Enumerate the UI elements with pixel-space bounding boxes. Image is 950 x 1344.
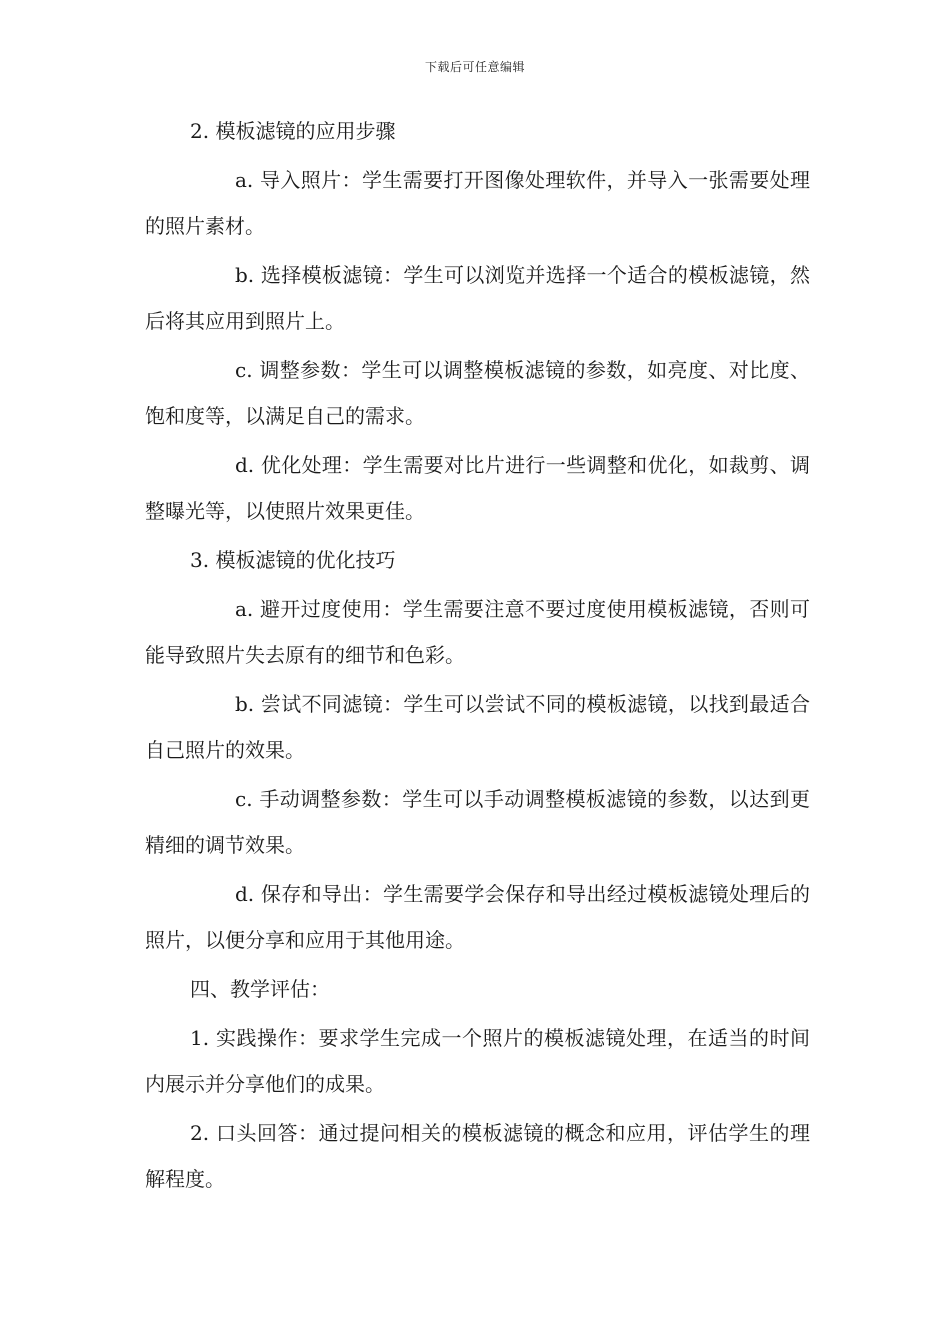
- heading-optimize-tips: 3. 模板滤镜的优化技巧: [190, 548, 396, 572]
- paragraph-save-export: d. 保存和导出：学生需要学会保存和导出经过模板滤镜处理后的照片，以便分享和应用于其他用途。: [145, 882, 810, 952]
- heading-apply-steps: 2. 模板滤镜的应用步骤: [190, 119, 396, 143]
- heading-teaching-evaluation: 四、教学评估：: [190, 977, 330, 1001]
- paragraph-oral-answer: 2. 口头回答：通过提问相关的模板滤镜的概念和应用，评估学生的理解程度。: [145, 1121, 810, 1191]
- paragraph-select-filter: b. 选择模板滤镜：学生可以浏览并选择一个适合的模板滤镜，然后将其应用到照片上。: [145, 263, 810, 333]
- paragraph-try-filters: b. 尝试不同滤镜：学生可以尝试不同的模板滤镜，以找到最适合自己照片的效果。: [145, 692, 810, 762]
- paragraph-manual-adjust: c. 手动调整参数：学生可以手动调整模板滤镜的参数，以达到更精细的调节效果。: [145, 787, 810, 857]
- paragraph-optimize-process: d. 优化处理：学生需要对比片进行一些调整和优化，如裁剪、调整曝光等，以使照片效果更佳。: [145, 453, 810, 523]
- paragraph-avoid-overuse: a. 避开过度使用：学生需要注意不要过度使用模板滤镜，否则可能导致照片失去原有的细节和色彩。: [145, 597, 810, 667]
- page-header: 下载后可任意编辑: [424, 60, 525, 74]
- paragraph-practice: 1. 实践操作：要求学生完成一个照片的模板滤镜处理，在适当的时间内展示并分享他们的成果。: [145, 1026, 810, 1096]
- paragraph-import-photo: a. 导入照片：学生需要打开图像处理软件，并导入一张需要处理的照片素材。: [145, 168, 810, 238]
- document-body: [145, 108, 810, 1205]
- paragraph-adjust-params: c. 调整参数：学生可以调整模板滤镜的参数，如亮度、对比度、饱和度等，以满足自己的需求。: [145, 358, 810, 428]
